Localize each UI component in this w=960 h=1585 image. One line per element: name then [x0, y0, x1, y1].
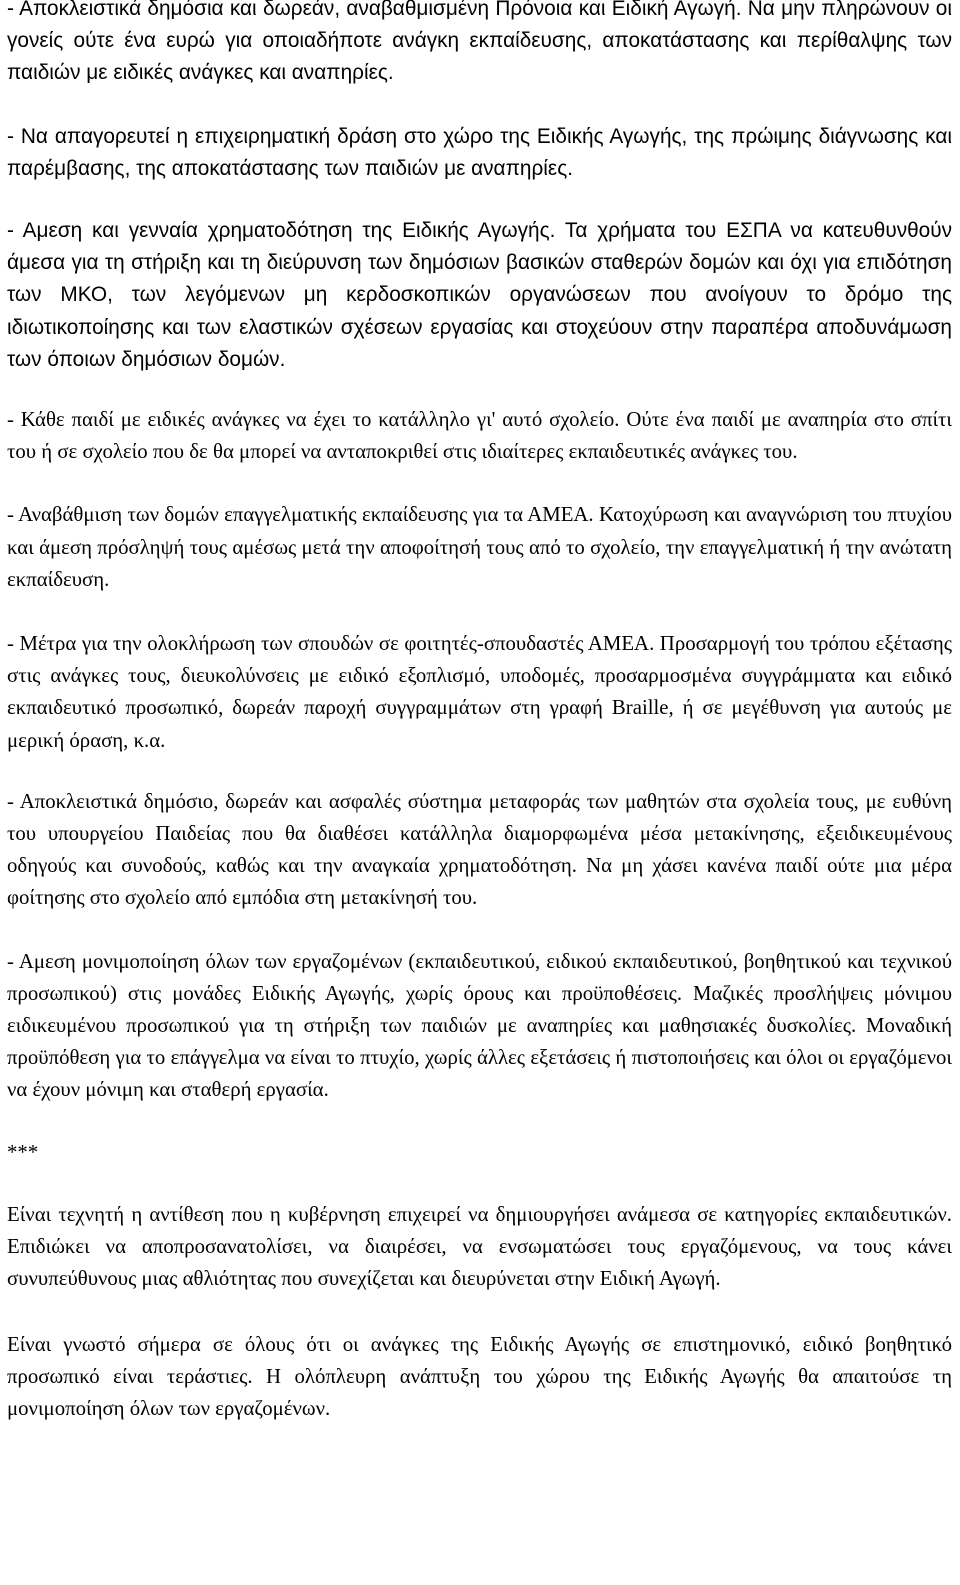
paragraph-student-measures: - Μέτρα για την ολοκλήρωση των σπουδών σε φοιτητές-σπουδαστές ΑΜΕΑ. Προσαρμογή του τρόπου εξέτασης στις ανάγκες τους, διευκολύνσεις με ειδικό εξοπλισμό, υποδομές, προσαρμοσμένα συγγράμματα και ειδικό εκπαιδευτικό προσωπικό, δωρεάν παροχή συγγραμμάτων στη γραφή Braille, ή σε μεγέθυνση για αυτούς με μερική όραση, κ.α.	[7, 632, 952, 752]
paragraph-public-free-welfare: - Αποκλειστικά δημόσια και δωρεάν, αναβαθμισμένη Πρόνοια και Ειδική Αγωγή. Να μην πληρώνουν οι γονείς ούτε ένα ευρώ για οποιαδήποτε ανάγκη εκπαίδευσης, αποκατάστασης και περίθαλψης των παιδιών με ειδικές ανάγκες και αναπηρίες.	[7, 0, 952, 85]
paragraph-ban-business-activity: - Να απαγορευτεί η επιχειρηματική δράση στο χώρο της Ειδικής Αγωγής, της πρώιμης διάγνωσης και παρέμβασης, της αποκατάστασης των παιδιών με αναπηρίες.	[7, 124, 952, 180]
paragraph-transport-system: - Αποκλειστικά δημόσιο, δωρεάν και ασφαλές σύστημα μεταφοράς των μαθητών στα σχολεία τους, με ευθύνη του υπουργείου Παιδείας που θα διαθέσει κατάλληλα διαμορφωμένα μέσα μετακίνησης, εξειδικευμένους οδηγούς και συνοδούς, καθώς και την αναγκαία χρηματοδότηση. Να μη χάσει κανένα παιδί ούτε μια μέρα φοίτησης στο σχολείο από εμπόδια στη μετακίνησή του.	[7, 789, 952, 910]
paragraph-vocational-education: - Αναβάθμιση των δομών επαγγελματικής εκπαίδευσης για τα ΑΜΕΑ. Κατοχύρωση και αναγνώριση του πτυχίου και άμεση πρόσληψή τους αμέσως μετά την αποφοίτησή τους από το σχολείο, την επαγγελματική ή την ανώτατη εκπαίδευση.	[7, 503, 952, 591]
paragraph-permanent-staff: - Αμεση μονιμοποίηση όλων των εργαζομένων (εκπαιδευτικού, ειδικού εκπαιδευτικού, βοηθητικού και τεχνικού προσωπικού) στις μονάδες Ειδικής Αγωγής, χωρίς όρους και προϋποθέσεις. Μαζικές προσλήψεις μόνιμου ειδικευμένου προσωπικού για τη στήριξη των παιδιών με αναπηρίες και μαθησιακές δυσκολίες. Μοναδική προϋπόθεση για το επάγγελμα να είναι το πτυχίο, χωρίς άλλες εξετάσεις ή πιστοποιήσεις και όλοι οι εργαζόμενοι να έχουν μόνιμη και σταθερή εργασία.	[7, 949, 952, 1102]
paragraph-appropriate-school: - Κάθε παιδί με ειδικές ανάγκες να έχει το κατάλληλο γι' αυτό σχολείο. Ούτε ένα παιδί με αναπηρία στο σπίτι του ή σε σχολείο που δε θα μπορεί να ανταποκριθεί στις ιδιαίτερες εκπαιδευτικές ανάγκες του.	[7, 408, 952, 464]
section-separator: ***	[7, 1140, 39, 1164]
paragraph-funding: - Αμεση και γενναία χρηματοδότηση της Ειδικής Αγωγής. Τα χρήματα του ΕΣΠΑ να κατευθυνθούν άμεσα για τη στήριξη και τη διεύρυνση των δημόσιων βασικών σταθερών δομών και όχι για επιδότηση των ΜΚΟ, των λεγόμενων μη κερδοσκοπικών οργανώσεων που ανοίγουν το δρόμο της ιδιωτικοποίησης και των ελαστικών σχέσεων εργασίας και στοχεύουν στην παραπέρα αποδυνάμωση των όποιων δημόσιων δομών.	[7, 219, 952, 371]
paragraph-artificial-contrast: Είναι τεχνητή η αντίθεση που η κυβέρνηση επιχειρεί να δημιουργήσει ανάμεσα σε κατηγορίες εκπαιδευτικών. Επιδιώκει να αποπροσανατολίσει, να διαιρέσει, να ενσωματώσει τους εργαζόμενους, να τους κάνει συνυπεύθυνους μιας αθλιότητας που συνεχίζεται και διευρύνεται στην Ειδική Αγωγή.	[7, 1202, 952, 1291]
document-page	[7, 0, 952, 1585]
paragraph-known-needs: Είναι γνωστό σήμερα σε όλους ότι οι ανάγκες της Ειδικής Αγωγής σε επιστημονικό, ειδικό βοηθητικό προσωπικό είναι τεράστιες. Η ολόπλευρη ανάπτυξη του χώρου της Ειδικής Αγωγής θα απαιτούσε τη μονιμοποίηση όλων των εργαζομένων.	[7, 1332, 952, 1420]
